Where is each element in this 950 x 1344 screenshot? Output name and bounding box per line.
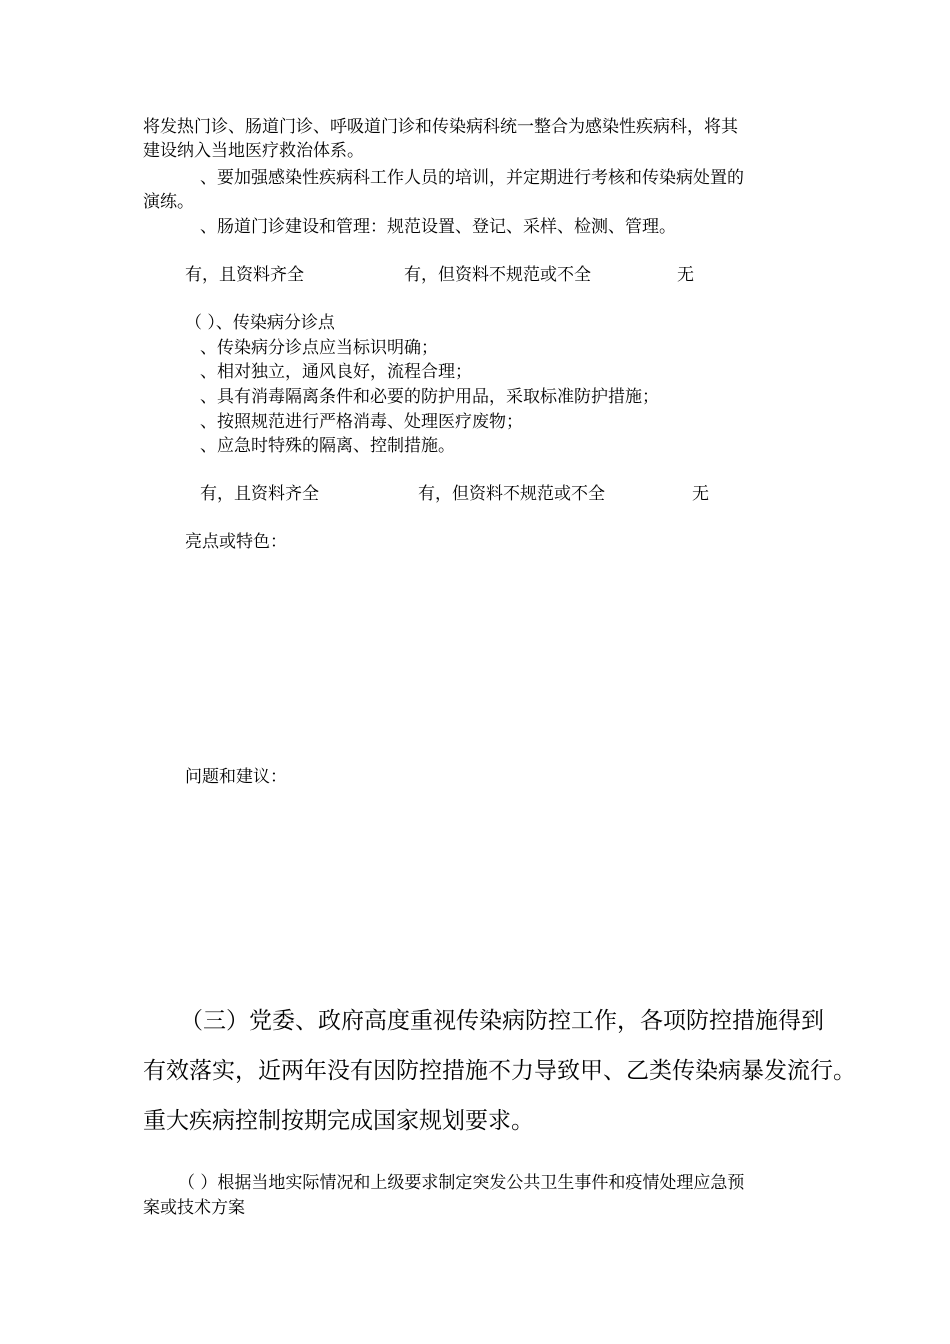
highlights-label: 亮点或特色： [185, 532, 287, 552]
option-none-1: 无 [677, 265, 694, 285]
part3-line-2: 有效落实，近两年没有因防控措施不力导致甲、乙类传染病暴发流行。 [143, 1058, 856, 1084]
section-item-1: 、传染病分诊点应当标识明确； [200, 338, 438, 358]
section-item-2: 、相对独立，通风良好，流程合理； [200, 362, 472, 382]
intro-line-4: 演练。 [143, 192, 194, 212]
section-item-4: 、按照规范进行严格消毒、处理医疗废物； [200, 412, 523, 432]
footer-line-1: （ ）根据当地实际情况和上级要求制定突发公共卫生事件和疫情处理应急预 [178, 1173, 745, 1193]
footer-line-2: 案或技术方案 [143, 1198, 245, 1218]
section-item-3: 、具有消毒隔离条件和必要的防护用品，采取标准防护措施； [200, 387, 659, 407]
option-complete-1: 有，且资料齐全 [185, 265, 304, 285]
intro-line-2: 建设纳入当地医疗救治体系。 [143, 141, 364, 161]
part3-line-3: 重大疾病控制按期完成国家规划要求。 [143, 1108, 534, 1134]
intro-line-5: 、肠道门诊建设和管理：规范设置、登记、采样、检测、管理。 [200, 217, 676, 237]
intro-line-3: 、要加强感染性疾病科工作人员的培训，并定期进行考核和传染病处置的 [200, 168, 744, 188]
issues-label: 问题和建议： [185, 767, 287, 787]
section-title: （ ）、传染病分诊点 [185, 313, 335, 333]
option-incomplete-2: 有，但资料不规范或不全 [418, 484, 605, 504]
section-item-5: 、应急时特殊的隔离、控制措施。 [200, 436, 455, 456]
part3-line-1: （三）党委、政府高度重视传染病防控工作，各项防控措施得到 [180, 1008, 824, 1034]
option-incomplete-1: 有，但资料不规范或不全 [404, 265, 591, 285]
option-none-2: 无 [692, 484, 709, 504]
option-complete-2: 有，且资料齐全 [200, 484, 319, 504]
intro-line-1: 将发热门诊、肠道门诊、呼吸道门诊和传染病科统一整合为感染性疾病科，将其 [143, 117, 738, 137]
